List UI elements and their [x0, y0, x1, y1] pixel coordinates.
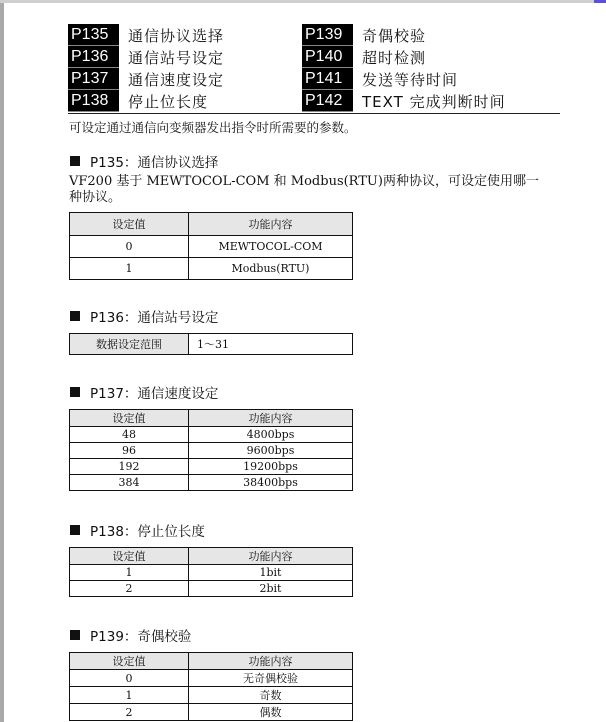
table-cell: Modbus(RTU): [189, 258, 353, 280]
parameter-name: 奇偶校验: [362, 26, 427, 45]
p135-description-line1: VF200 基于 MEWTOCOL-COM 和 Modbus(RTU)两种协议，可设定使用哪一: [69, 174, 539, 189]
p137-table: [69, 409, 353, 491]
table-header: 功能内容: [189, 213, 353, 236]
p139-table: [69, 652, 353, 721]
table-row: [70, 687, 353, 704]
table-row: [70, 475, 353, 491]
table-cell: 2bit: [189, 581, 353, 597]
section-title-text: P135：通信协议选择: [90, 155, 219, 171]
table-header: 设定值: [70, 213, 189, 236]
table-cell: 1: [70, 258, 189, 280]
table-header: 数据设定范围: [70, 334, 189, 355]
table-row: [70, 704, 353, 721]
table-row: [70, 258, 353, 280]
table-header: 设定值: [70, 653, 189, 670]
table-cell: 384: [70, 475, 189, 491]
section-title-p136: [70, 306, 218, 326]
parameter-item: [68, 68, 224, 90]
p135-table: [69, 212, 353, 280]
parameter-list-left: [68, 24, 224, 112]
parameter-code: P141: [302, 68, 353, 90]
parameter-item: [302, 68, 506, 90]
parameter-code: P135: [68, 24, 119, 46]
table-header: 功能内容: [189, 548, 353, 565]
table-row: [70, 670, 353, 687]
square-bullet-icon: [70, 525, 80, 535]
table-row: [70, 581, 353, 597]
square-bullet-icon: [70, 630, 80, 640]
table-cell: 0: [70, 670, 189, 687]
parameter-name: 通信速度设定: [128, 70, 225, 89]
parameter-name: 发送等待时间: [362, 70, 459, 89]
parameter-name: TEXT 完成判断时间: [362, 92, 506, 111]
table-cell: 38400bps: [189, 475, 353, 491]
table-cell: 1: [70, 687, 189, 704]
table-cell: 19200bps: [189, 459, 353, 475]
parameter-item: [68, 24, 224, 46]
parameter-code: P136: [68, 46, 119, 68]
parameter-item: [302, 90, 506, 112]
parameter-item: [68, 90, 224, 112]
table-cell: 2: [70, 704, 189, 721]
table-header: 设定值: [70, 548, 189, 565]
section-title-p138: [70, 520, 205, 540]
section-title-p135: [70, 151, 218, 171]
square-bullet-icon: [70, 387, 80, 397]
table-row: [70, 565, 353, 581]
table-cell: 奇数: [189, 687, 353, 704]
table-cell: 2: [70, 581, 189, 597]
parameter-name: 超时检测: [362, 48, 427, 67]
section-title-text: P138：停止位长度: [90, 524, 205, 540]
table-header: 设定值: [70, 410, 189, 427]
square-bullet-icon: [70, 156, 80, 166]
section-title-p137: [70, 382, 218, 402]
square-bullet-icon: [70, 311, 80, 321]
header-divider: [68, 113, 560, 114]
table-header: 功能内容: [189, 653, 353, 670]
table-cell: 无奇偶校验: [189, 670, 353, 687]
table-row: [70, 236, 353, 258]
table-cell: 48: [70, 427, 189, 443]
table-cell: 0: [70, 236, 189, 258]
table-cell: 9600bps: [189, 443, 353, 459]
parameter-list-right: [302, 24, 506, 112]
parameter-name: 通信协议选择: [128, 26, 225, 45]
table-row: [70, 334, 353, 355]
parameter-code: P138: [68, 90, 119, 112]
viewer-left-edge: [0, 0, 4, 722]
section-title-text: P137：通信速度设定: [90, 386, 219, 402]
viewer-top-edge: [0, 0, 606, 3]
parameter-name: 通信站号设定: [128, 48, 225, 67]
table-cell: 1～31: [189, 334, 353, 355]
p136-table: [69, 333, 353, 355]
table-row: [70, 459, 353, 475]
parameter-item: [302, 46, 506, 68]
parameter-name: 停止位长度: [128, 92, 209, 111]
parameter-item: [68, 46, 224, 68]
intro-text: 可设定通过通信向变频器发出指令时所需要的参数。: [69, 120, 357, 135]
table-cell: 4800bps: [189, 427, 353, 443]
table-row: [70, 427, 353, 443]
section-title-text: P136：通信站号设定: [90, 310, 219, 326]
table-header: 功能内容: [189, 410, 353, 427]
table-cell: MEWTOCOL-COM: [189, 236, 353, 258]
parameter-code: P139: [302, 24, 353, 46]
parameter-item: [302, 24, 506, 46]
table-cell: 96: [70, 443, 189, 459]
parameter-code: P137: [68, 68, 119, 90]
parameter-code: P142: [302, 90, 353, 112]
table-cell: 192: [70, 459, 189, 475]
parameter-code: P140: [302, 46, 353, 68]
table-cell: 1: [70, 565, 189, 581]
section-title-p139: [70, 625, 191, 645]
viewer-top-accent: [594, 0, 606, 3]
table-cell: 偶数: [189, 704, 353, 721]
table-row: [70, 443, 353, 459]
section-title-text: P139：奇偶校验: [90, 629, 192, 645]
p138-table: [69, 547, 353, 597]
table-cell: 1bit: [189, 565, 353, 581]
p135-description-line2: 种协议。: [69, 190, 122, 205]
